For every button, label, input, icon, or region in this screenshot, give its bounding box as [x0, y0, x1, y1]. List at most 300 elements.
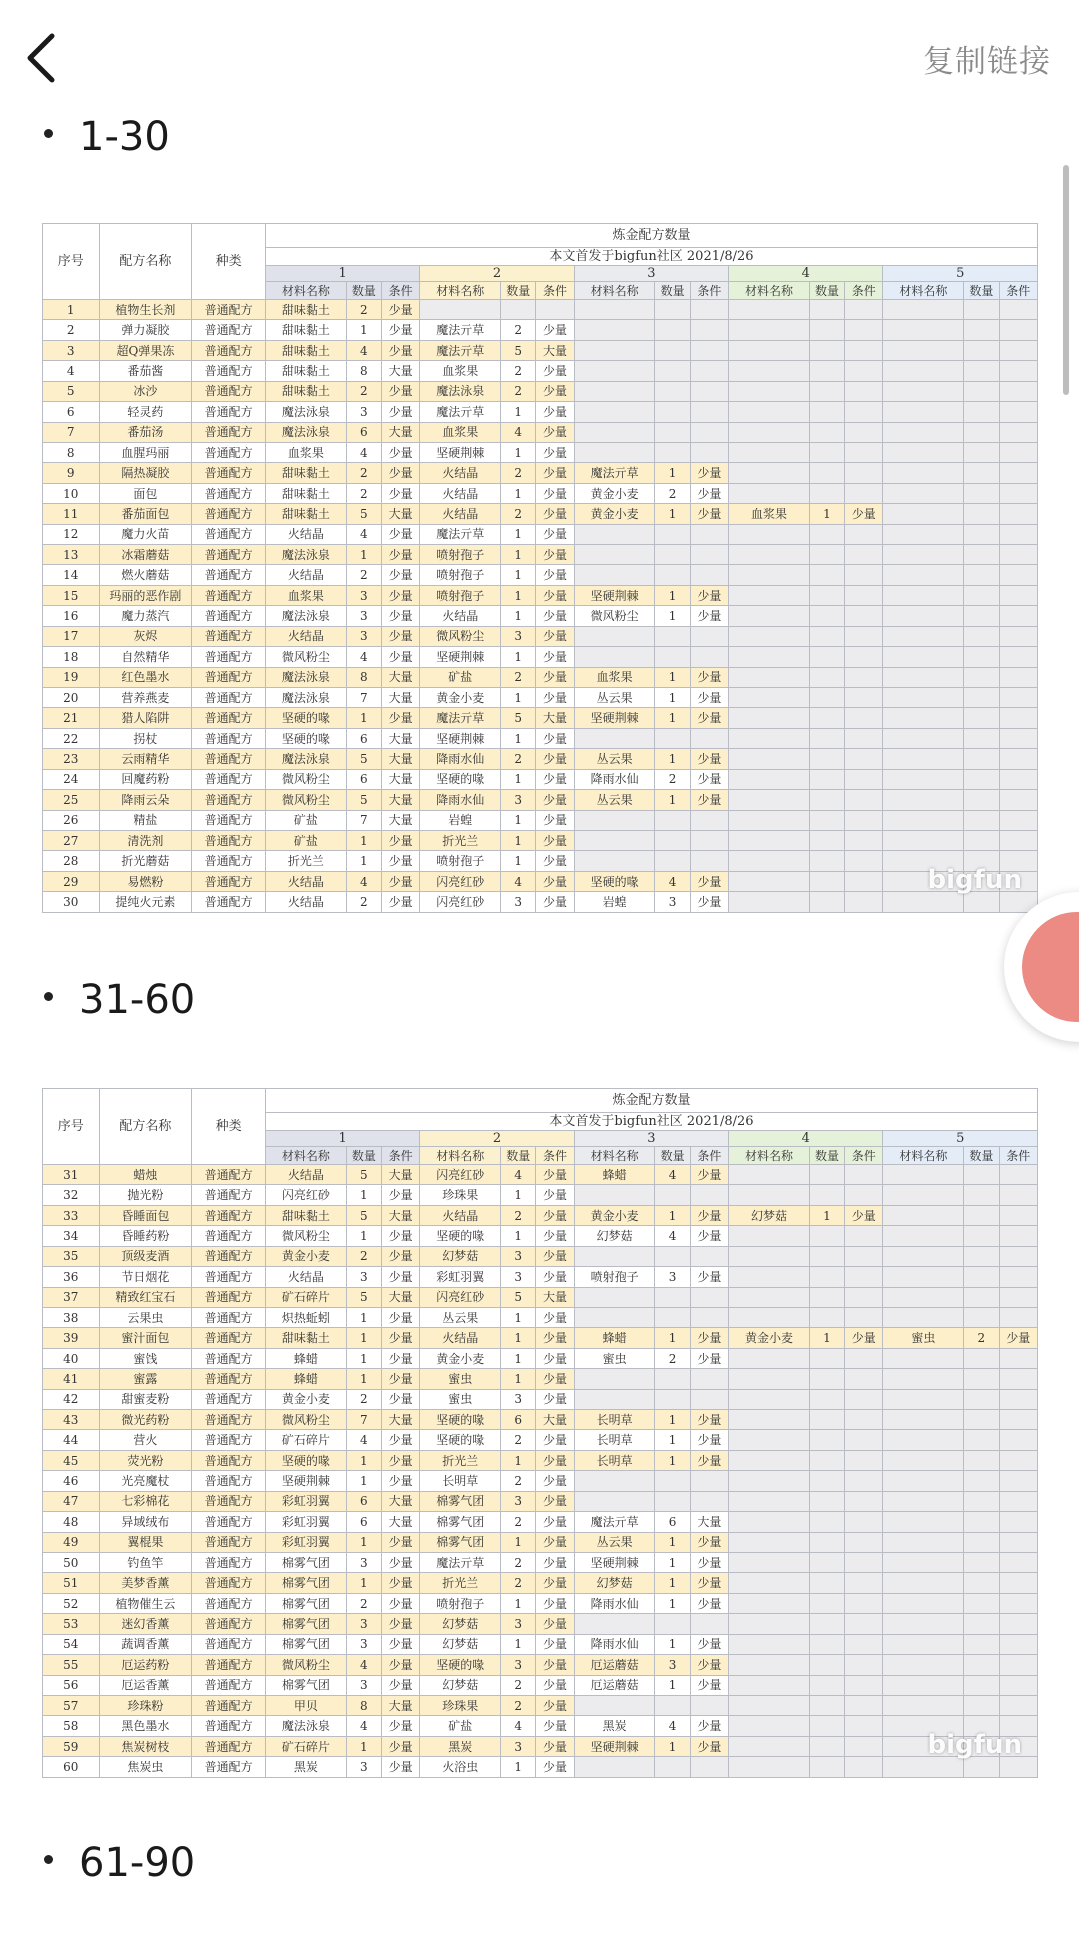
- table-cell: 1: [501, 851, 536, 871]
- table-cell: 坚硬的喙: [265, 1450, 346, 1470]
- table-cell: 荧光粉: [99, 1450, 192, 1470]
- table-cell: 1: [809, 1205, 844, 1225]
- table-cell: [964, 381, 999, 401]
- table-cell: [883, 1205, 964, 1225]
- table-cell: 灰烬: [99, 626, 192, 646]
- table-cell: 微风粉尘: [420, 626, 501, 646]
- table-cell: 6: [43, 402, 100, 422]
- watermark: bigfun: [927, 1730, 1022, 1760]
- table-cell: 1: [346, 1226, 381, 1246]
- table-cell: [964, 463, 999, 483]
- table-cell: [690, 442, 728, 462]
- table-cell: 幻梦菇: [574, 1573, 655, 1593]
- table-cell: 黄金小麦: [265, 1389, 346, 1409]
- table-cell: [883, 728, 964, 748]
- table-cell: 翼棍果: [99, 1532, 192, 1552]
- table-cell: 22: [43, 728, 100, 748]
- table-cell: 冰沙: [99, 381, 192, 401]
- table-cell: 普通配方: [192, 442, 266, 462]
- table-cell: 普通配方: [192, 1165, 266, 1185]
- table-cell: [883, 1716, 964, 1736]
- table-cell: 大量: [382, 667, 420, 687]
- table-cell: 10: [43, 483, 100, 503]
- table-cell: 少量: [845, 1328, 883, 1348]
- table-cell: [845, 361, 883, 381]
- table-cell: 矿石碎片: [265, 1287, 346, 1307]
- table-cell: 1: [655, 1573, 690, 1593]
- table-cell: 普通配方: [192, 1757, 266, 1778]
- table-cell: [964, 892, 999, 913]
- table-cell: 普通配方: [192, 1532, 266, 1552]
- sub-header-material: 材料名称: [420, 282, 501, 300]
- table-cell: 1: [655, 708, 690, 728]
- table-cell: 少量: [690, 892, 728, 913]
- table-cell: [809, 1450, 844, 1470]
- table-cell: [501, 300, 536, 320]
- table-row: [43, 300, 1038, 320]
- table-cell: 37: [43, 1287, 100, 1307]
- table-cell: 魔法泳泉: [420, 381, 501, 401]
- table-cell: [964, 769, 999, 789]
- table-cell: 珍珠粉: [99, 1695, 192, 1715]
- table-row: [43, 1328, 1038, 1348]
- table-cell: 3: [501, 790, 536, 810]
- table-cell: 少量: [690, 1328, 728, 1348]
- table-cell: [574, 1471, 655, 1491]
- table-cell: 焦炭树枝: [99, 1736, 192, 1756]
- table-cell: 1: [501, 565, 536, 585]
- table-cell: [999, 667, 1037, 687]
- table-cell: 少量: [536, 626, 574, 646]
- table-cell: 大量: [382, 1695, 420, 1715]
- table-cell: 5: [43, 381, 100, 401]
- copy-link-button[interactable]: 复制链接: [923, 44, 1051, 80]
- table-cell: 3: [346, 402, 381, 422]
- table-cell: 少量: [690, 1165, 728, 1185]
- table-cell: 微风粉尘: [265, 1655, 346, 1675]
- table-cell: [845, 1695, 883, 1715]
- table-cell: [845, 871, 883, 891]
- table-cell: 8: [346, 361, 381, 381]
- table-cell: [999, 340, 1037, 360]
- table-cell: 喷射孢子: [420, 851, 501, 871]
- table-cell: [845, 790, 883, 810]
- table-cell: 少量: [536, 667, 574, 687]
- scrollbar[interactable]: [1063, 165, 1069, 395]
- table-row: [43, 892, 1038, 913]
- table-cell: 火浴虫: [420, 1757, 501, 1778]
- top-bar: [0, 0, 1079, 110]
- table-cell: 蜂蜡: [574, 1328, 655, 1348]
- table-cell: 云果虫: [99, 1307, 192, 1327]
- table-cell: [809, 402, 844, 422]
- table-cell: [845, 1410, 883, 1430]
- table-cell: [964, 320, 999, 340]
- table-cell: [574, 1369, 655, 1389]
- table-cell: 光亮魔杖: [99, 1471, 192, 1491]
- table-row: [43, 381, 1038, 401]
- table-cell: [964, 790, 999, 810]
- table-cell: 4: [655, 871, 690, 891]
- sub-header-qty: 数量: [501, 282, 536, 300]
- table-cell: 火结晶: [420, 463, 501, 483]
- table-cell: 普通配方: [192, 1410, 266, 1430]
- table-cell: 少量: [382, 1573, 420, 1593]
- table-cell: [729, 463, 810, 483]
- table-cell: 少量: [382, 1471, 420, 1491]
- table-cell: [729, 1307, 810, 1327]
- table-cell: [999, 830, 1037, 850]
- table-cell: [809, 667, 844, 687]
- table-cell: 少量: [536, 381, 574, 401]
- table-cell: 少量: [845, 504, 883, 524]
- table-cell: [655, 320, 690, 340]
- table-cell: 少量: [536, 647, 574, 667]
- table-cell: [809, 1634, 844, 1654]
- table-cell: 少量: [536, 1491, 574, 1511]
- table-cell: [845, 442, 883, 462]
- table-cell: [883, 1185, 964, 1205]
- table-cell: 少量: [382, 585, 420, 605]
- table-row: [43, 1450, 1038, 1470]
- table-cell: [809, 442, 844, 462]
- table-cell: 甜味黏土: [265, 320, 346, 340]
- sub-header-cond: 条件: [845, 282, 883, 300]
- table-cell: 大量: [382, 728, 420, 748]
- table-cell: [655, 1389, 690, 1409]
- table-cell: [809, 851, 844, 871]
- table-cell: 少量: [690, 504, 728, 524]
- table-cell: [883, 1267, 964, 1287]
- table-cell: 4: [655, 1716, 690, 1736]
- table-cell: 普通配方: [192, 1328, 266, 1348]
- table-cell: 2: [501, 749, 536, 769]
- table-cell: [809, 1369, 844, 1389]
- table-cell: 闪亮红砂: [420, 1287, 501, 1307]
- table-cell: 魔法亓草: [420, 320, 501, 340]
- table-cell: [999, 810, 1037, 830]
- table-cell: [690, 565, 728, 585]
- table-cell: 少量: [382, 463, 420, 483]
- table-cell: [809, 483, 844, 503]
- table-cell: 1: [501, 1369, 536, 1389]
- recipe-table-image-1[interactable]: [42, 223, 1038, 913]
- table-cell: 52: [43, 1593, 100, 1613]
- table-cell: [809, 708, 844, 728]
- table-cell: [729, 585, 810, 605]
- table-cell: [809, 728, 844, 748]
- table-cell: [964, 442, 999, 462]
- table-cell: 1: [346, 1450, 381, 1470]
- material-group-header: 5: [883, 1131, 1038, 1147]
- sub-header-qty: 数量: [964, 282, 999, 300]
- table-cell: 27: [43, 830, 100, 850]
- table-cell: 珍珠果: [420, 1695, 501, 1715]
- table-cell: [883, 524, 964, 544]
- table-cell: [845, 422, 883, 442]
- table-cell: 植物生长剂: [99, 300, 192, 320]
- table-cell: 少量: [536, 463, 574, 483]
- table-cell: 51: [43, 1573, 100, 1593]
- table-cell: [809, 606, 844, 626]
- section-heading-3: 61-90: [44, 1838, 195, 1886]
- sub-header-material: 材料名称: [574, 282, 655, 300]
- table-cell: 血浆果: [265, 585, 346, 605]
- table-cell: [964, 524, 999, 544]
- table-cell: 少量: [536, 320, 574, 340]
- table-cell: [883, 810, 964, 830]
- table-cell: [729, 830, 810, 850]
- table-cell: [845, 1450, 883, 1470]
- table-cell: 1: [809, 504, 844, 524]
- table-cell: 普通配方: [192, 1573, 266, 1593]
- table-cell: [883, 442, 964, 462]
- table-row: [43, 463, 1038, 483]
- table-cell: 普通配方: [192, 1593, 266, 1613]
- table-cell: 2: [501, 1573, 536, 1593]
- table-cell: 普通配方: [192, 871, 266, 891]
- table-cell: [883, 1573, 964, 1593]
- table-cell: 少量: [536, 688, 574, 708]
- material-group-header: 3: [574, 266, 728, 282]
- table-cell: [883, 830, 964, 850]
- table-cell: [964, 1491, 999, 1511]
- table-cell: [964, 1532, 999, 1552]
- table-cell: [690, 1614, 728, 1634]
- table-cell: 少量: [382, 708, 420, 728]
- table-cell: 普通配方: [192, 340, 266, 360]
- sub-header-material: 材料名称: [729, 282, 810, 300]
- table-cell: 少量: [690, 1430, 728, 1450]
- table-cell: [574, 1389, 655, 1409]
- table-cell: [845, 463, 883, 483]
- table-cell: [964, 871, 999, 891]
- table-cell: 1: [501, 402, 536, 422]
- table-cell: 普通配方: [192, 1675, 266, 1695]
- table-cell: [809, 1675, 844, 1695]
- table-cell: [883, 667, 964, 687]
- table-cell: [690, 422, 728, 442]
- table-cell: [845, 300, 883, 320]
- table-cell: 普通配方: [192, 1369, 266, 1389]
- table-cell: 13: [43, 545, 100, 565]
- table-cell: 1: [655, 1430, 690, 1450]
- table-cell: 1: [501, 728, 536, 748]
- table-cell: 少量: [536, 1471, 574, 1491]
- table-cell: [729, 361, 810, 381]
- table-cell: 魔法亓草: [420, 402, 501, 422]
- table-cell: 少量: [382, 1267, 420, 1287]
- recipe-table-image-2[interactable]: [42, 1088, 1038, 1778]
- table-row: [43, 1593, 1038, 1613]
- table-cell: 红色墨水: [99, 667, 192, 687]
- table-cell: 精致红宝石: [99, 1287, 192, 1307]
- table-cell: [883, 1532, 964, 1552]
- table-cell: 普通配方: [192, 565, 266, 585]
- sub-header-cond: 条件: [690, 282, 728, 300]
- table-cell: 长明草: [574, 1430, 655, 1450]
- table-cell: 普通配方: [192, 422, 266, 442]
- table-cell: [999, 1512, 1037, 1532]
- table-cell: 23: [43, 749, 100, 769]
- table-cell: 坚硬荆棘: [420, 728, 501, 748]
- table-cell: 甜味黏土: [265, 340, 346, 360]
- table-row: [43, 361, 1038, 381]
- table-cell: 普通配方: [192, 463, 266, 483]
- table-cell: [964, 1307, 999, 1327]
- table-cell: [809, 1471, 844, 1491]
- table-row: [43, 1655, 1038, 1675]
- table-cell: [574, 381, 655, 401]
- floating-action-button[interactable]: [1004, 892, 1079, 1042]
- table-cell: 少量: [536, 504, 574, 524]
- table-cell: 少量: [382, 1614, 420, 1634]
- table-cell: [729, 688, 810, 708]
- table-cell: [809, 810, 844, 830]
- table-cell: [999, 708, 1037, 728]
- table-cell: [574, 830, 655, 850]
- table-cell: 幻梦菇: [420, 1614, 501, 1634]
- back-button[interactable]: [18, 28, 66, 88]
- table-cell: [729, 1348, 810, 1368]
- table-cell: 49: [43, 1532, 100, 1552]
- table-cell: [845, 728, 883, 748]
- table-cell: [999, 606, 1037, 626]
- table-cell: 植物催生云: [99, 1593, 192, 1613]
- table-cell: [999, 1695, 1037, 1715]
- table-cell: 55: [43, 1655, 100, 1675]
- table-cell: 少量: [536, 851, 574, 871]
- table-cell: 普通配方: [192, 1430, 266, 1450]
- sub-header-material: 材料名称: [265, 282, 346, 300]
- table-cell: [999, 790, 1037, 810]
- table-row: [43, 1736, 1038, 1756]
- table-cell: 24: [43, 769, 100, 789]
- table-cell: [729, 871, 810, 891]
- table-cell: 少量: [690, 585, 728, 605]
- table-cell: 少量: [536, 1185, 574, 1205]
- table-cell: [999, 871, 1037, 891]
- table-cell: 厄运蘑菇: [574, 1655, 655, 1675]
- table-cell: [655, 1471, 690, 1491]
- table-cell: 黄金小麦: [729, 1328, 810, 1348]
- table-cell: 少量: [382, 851, 420, 871]
- table-cell: [999, 483, 1037, 503]
- table-cell: 大量: [382, 749, 420, 769]
- table-cell: [655, 361, 690, 381]
- table-cell: 少量: [536, 1716, 574, 1736]
- table-cell: [809, 1287, 844, 1307]
- table-cell: [809, 524, 844, 544]
- bullet-icon: [44, 129, 53, 138]
- table-row: [43, 483, 1038, 503]
- table-cell: 降雨水仙: [574, 1634, 655, 1654]
- table-cell: 甜味黏土: [265, 504, 346, 524]
- table-cell: [883, 1471, 964, 1491]
- table-cell: 18: [43, 647, 100, 667]
- table-cell: [729, 545, 810, 565]
- table-cell: 美梦香薰: [99, 1573, 192, 1593]
- table-cell: [845, 1246, 883, 1266]
- table-cell: 5: [346, 1165, 381, 1185]
- table-cell: 16: [43, 606, 100, 626]
- table-cell: 1: [501, 442, 536, 462]
- table-subtitle: 本文首发于bigfun社区 2021/8/26: [265, 1113, 1037, 1131]
- table-cell: 棉雾气团: [265, 1553, 346, 1573]
- table-row: [43, 871, 1038, 891]
- table-cell: 丛云果: [574, 1532, 655, 1552]
- table-cell: 4: [346, 524, 381, 544]
- table-cell: 蜜饯: [99, 1348, 192, 1368]
- table-cell: 1: [501, 585, 536, 605]
- table-cell: [883, 1634, 964, 1654]
- table-cell: 36: [43, 1267, 100, 1287]
- table-cell: [729, 728, 810, 748]
- table-cell: [729, 1675, 810, 1695]
- table-cell: 降雨云朵: [99, 790, 192, 810]
- table-cell: 血浆果: [729, 504, 810, 524]
- table-cell: 20: [43, 688, 100, 708]
- table-cell: [655, 1307, 690, 1327]
- table-cell: 2: [501, 361, 536, 381]
- table-cell: [690, 647, 728, 667]
- table-cell: [809, 892, 844, 913]
- table-cell: [883, 606, 964, 626]
- table-cell: 微风粉尘: [265, 647, 346, 667]
- table-cell: 少量: [536, 1512, 574, 1532]
- table-cell: [845, 381, 883, 401]
- table-cell: 1: [501, 1226, 536, 1246]
- table-cell: 3: [346, 585, 381, 605]
- table-cell: [999, 422, 1037, 442]
- table-cell: [809, 585, 844, 605]
- table-cell: 1: [346, 830, 381, 850]
- table-cell: [964, 1165, 999, 1185]
- table-cell: 1: [501, 830, 536, 850]
- table-cell: [845, 688, 883, 708]
- table-cell: 1: [501, 1348, 536, 1368]
- table-cell: 3: [501, 892, 536, 913]
- table-cell: [729, 1634, 810, 1654]
- table-cell: [999, 504, 1037, 524]
- table-cell: [809, 1532, 844, 1552]
- table-cell: [690, 1185, 728, 1205]
- table-cell: [809, 1307, 844, 1327]
- table-cell: [883, 1430, 964, 1450]
- table-row: [43, 1430, 1038, 1450]
- table-cell: [690, 1369, 728, 1389]
- table-cell: 丛云果: [420, 1307, 501, 1327]
- table-cell: 1: [501, 524, 536, 544]
- table-cell: 厄运药粉: [99, 1655, 192, 1675]
- table-cell: [883, 340, 964, 360]
- table-cell: 少量: [382, 1553, 420, 1573]
- table-cell: [574, 1307, 655, 1327]
- table-cell: 少量: [536, 1736, 574, 1756]
- table-cell: 普通配方: [192, 667, 266, 687]
- table-row: [43, 1512, 1038, 1532]
- table-cell: 丛云果: [574, 688, 655, 708]
- table-cell: 矿盐: [420, 667, 501, 687]
- table-cell: 4: [501, 871, 536, 891]
- table-cell: [690, 524, 728, 544]
- table-cell: [729, 565, 810, 585]
- bullet-icon: [44, 992, 53, 1001]
- table-cell: 血腥玛丽: [99, 442, 192, 462]
- table-cell: [729, 1165, 810, 1185]
- sub-header-cond: 条件: [999, 1147, 1037, 1165]
- table-row: [43, 688, 1038, 708]
